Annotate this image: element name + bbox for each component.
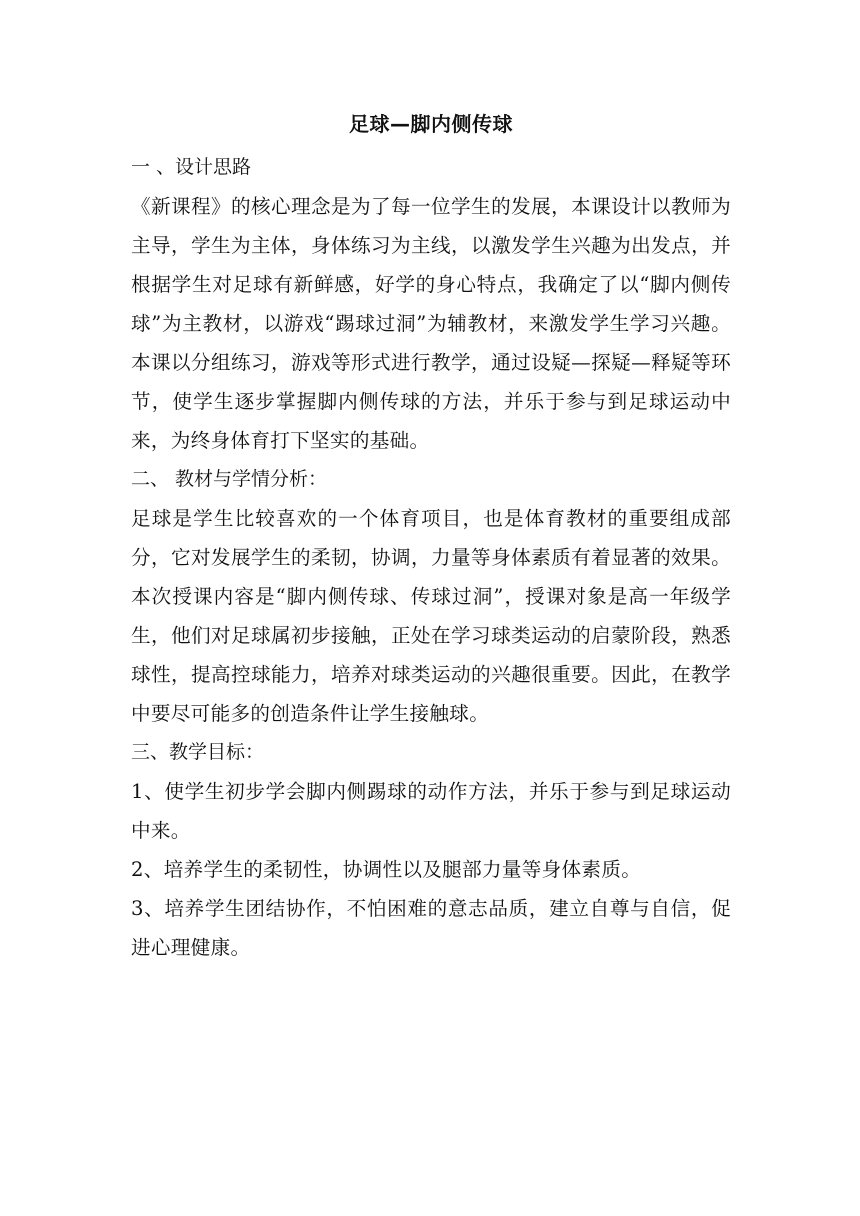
list-item: 1、使学生初步学会脚内侧踢球的动作方法，并乐于参与到足球运动中来。 [131,780,731,842]
document-title: 足球—脚内侧传球 [349,112,513,136]
list-item: 2、培养学生的柔韧性，协调性以及腿部力量等身体素质。 [131,858,642,881]
section-paragraph: 《新课程》的核心理念是为了每一位学生的发展，本课设计以教师为主导，学生为主体，身体练习为主线，以激发学生兴趣为出发点，并根据学生对足球有新鲜感，好学的身心特点，我确定了以“脚内侧传球”为主教材，以游戏“踢球过洞”为辅教材，来激发学生学习兴趣。本课以分组练习，游戏等形式进行教学，通过设疑—探疑—释疑等环节，使学生逐步掌握脚内侧传球的方法，并乐于参与到足球运动中来，为终身体育打下坚实的基础。 [131,195,731,452]
section-design-idea [131,148,731,460]
section-material-analysis [131,460,731,733]
section-paragraph: 足球是学生比较喜欢的一个体育项目，也是体育教材的重要组成部分，它对发展学生的柔韧，协调，力量等身体素质有着显著的效果。本次授课内容是“脚内侧传球、传球过洞”，授课对象是高一年级学生，他们对足球属初步接触，正处在学习球类运动的启蒙阶段，熟悉球性，提高控球能力，培养对球类运动的兴趣很重要。因此，在教学中要尽可能多的创造条件让学生接触球。 [131,507,731,725]
section-heading: 二、 教材与学情分析： [131,468,328,490]
section-heading: 三、教学目标： [131,741,265,763]
document-body [131,112,731,967]
goals-list [131,772,731,967]
list-item: 3、培养学生团结协作，不怕困难的意志品质，建立自尊与自信，促进心理健康。 [131,897,731,959]
section-teaching-goals [131,733,731,967]
section-heading: 一 、设计思路 [131,156,252,178]
